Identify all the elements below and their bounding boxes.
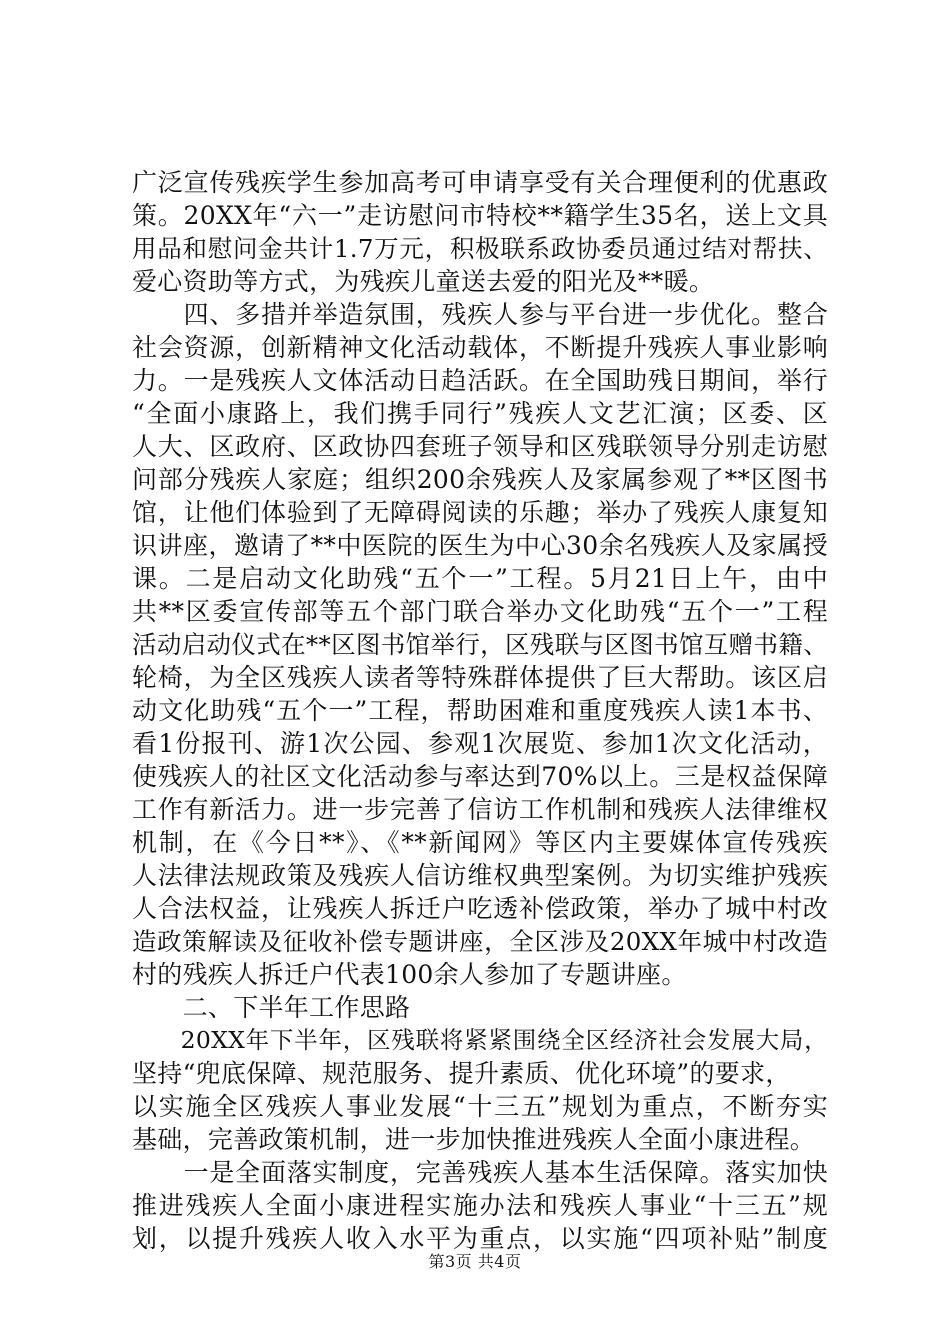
text-line: 工作有新活力。进一步完善了信访工作机制和残疾人法律维权 (132, 795, 828, 824)
text-line: 看1份报刊、游1次公园、参观1次展览、参加1次文化活动， (132, 729, 828, 758)
text-line: 社会资源，创新精神文化活动载体，不断提升残疾人事业影响 (132, 333, 828, 362)
text-line: 造政策解读及征收补偿专题讲座，全区涉及20XX年城中村改造 (132, 927, 828, 956)
text-line: 人大、区政府、区政协四套班子领导和区残联领导分别走访慰 (132, 432, 828, 461)
text-line: “全面小康路上，我们携手同行”残疾人文艺汇演；区委、区 (132, 399, 828, 428)
text-line: 村的残疾人拆迁户代表100余人参加了专题讲座。 (132, 960, 687, 989)
text-line: 动文化助残“五个一”工程，帮助困难和重度残疾人读1本书、 (132, 696, 828, 725)
text-line: 人法律法规政策及残疾人信访维权典型案例。为切实维护残疾 (132, 861, 828, 890)
text-line: 广泛宣传残疾学生参加高考可申请享受有关合理便利的优惠政 (132, 168, 828, 197)
text-line: 轮椅，为全区残疾人读者等特殊群体提供了巨大帮助。该区启 (132, 663, 828, 692)
text-line: 馆，让他们体验到了无障碍阅读的乐趣；举办了残疾人康复知 (132, 498, 828, 527)
text-line: 爱心资助等方式，为残疾儿童送去爱的阳光及**暖。 (132, 267, 715, 296)
text-line: 20XX年下半年，区残联将紧紧围绕全区经济社会发展大局， (132, 1026, 828, 1054)
text-line: 坚持“兜底保障、规范服务、提升素质、优化环境”的要求， (132, 1059, 791, 1088)
text-line: 基础，完善政策机制，进一步加快推进残疾人全面小康进程。 (132, 1125, 816, 1154)
text-line: 一是全面落实制度，完善残疾人基本生活保障。落实加快 (132, 1158, 828, 1187)
text-line: 机制，在《今日**》、《**新闻网》等区内主要媒体宣传残疾 (132, 828, 828, 857)
text-line: 划，以提升残疾人收入水平为重点，以实施“四项补贴”制度 (132, 1224, 828, 1253)
text-line: 二、下半年工作思路 (132, 993, 411, 1022)
text-line: 课。二是启动文化助残“五个一”工程。5月21日上午，由中 (132, 564, 828, 593)
text-line: 推进残疾人全面小康进程实施办法和残疾人事业“十三五”规 (132, 1191, 828, 1220)
text-line: 力。一是残疾人文体活动日趋活跃。在全国助残日期间，举行 (132, 366, 828, 395)
body-text (132, 166, 828, 1255)
text-line: 活动启动仪式在**区图书馆举行，区残联与区图书馆互赠书籍、 (132, 630, 828, 659)
text-line: 人合法权益，让残疾人拆迁户吃透补偿政策，举办了城中村改 (132, 894, 828, 923)
text-line: 使残疾人的社区文化活动参与率达到70%以上。三是权益保障 (132, 762, 828, 791)
text-line: 共**区委宣传部等五个部门联合举办文化助残“五个一”工程 (132, 597, 828, 626)
text-line: 四、多措并举造氛围，残疾人参与平台进一步优化。整合 (132, 300, 828, 329)
text-line: 策。20XX年“六一”走访慰问市特校**籍学生35名，送上文具 (132, 201, 828, 230)
page-footer: 第3页 共4页 (428, 1252, 522, 1271)
text-line: 问部分残疾人家庭；组织200余残疾人及家属参观了**区图书 (132, 465, 828, 494)
text-line: 以实施全区残疾人事业发展“十三五”规划为重点，不断夯实 (132, 1092, 828, 1121)
text-line: 识讲座，邀请了**中医院的医生为中心30余名残疾人及家属授 (132, 531, 828, 560)
text-line: 用品和慰问金共计1.7万元，积极联系政协委员通过结对帮扶、 (132, 234, 828, 263)
